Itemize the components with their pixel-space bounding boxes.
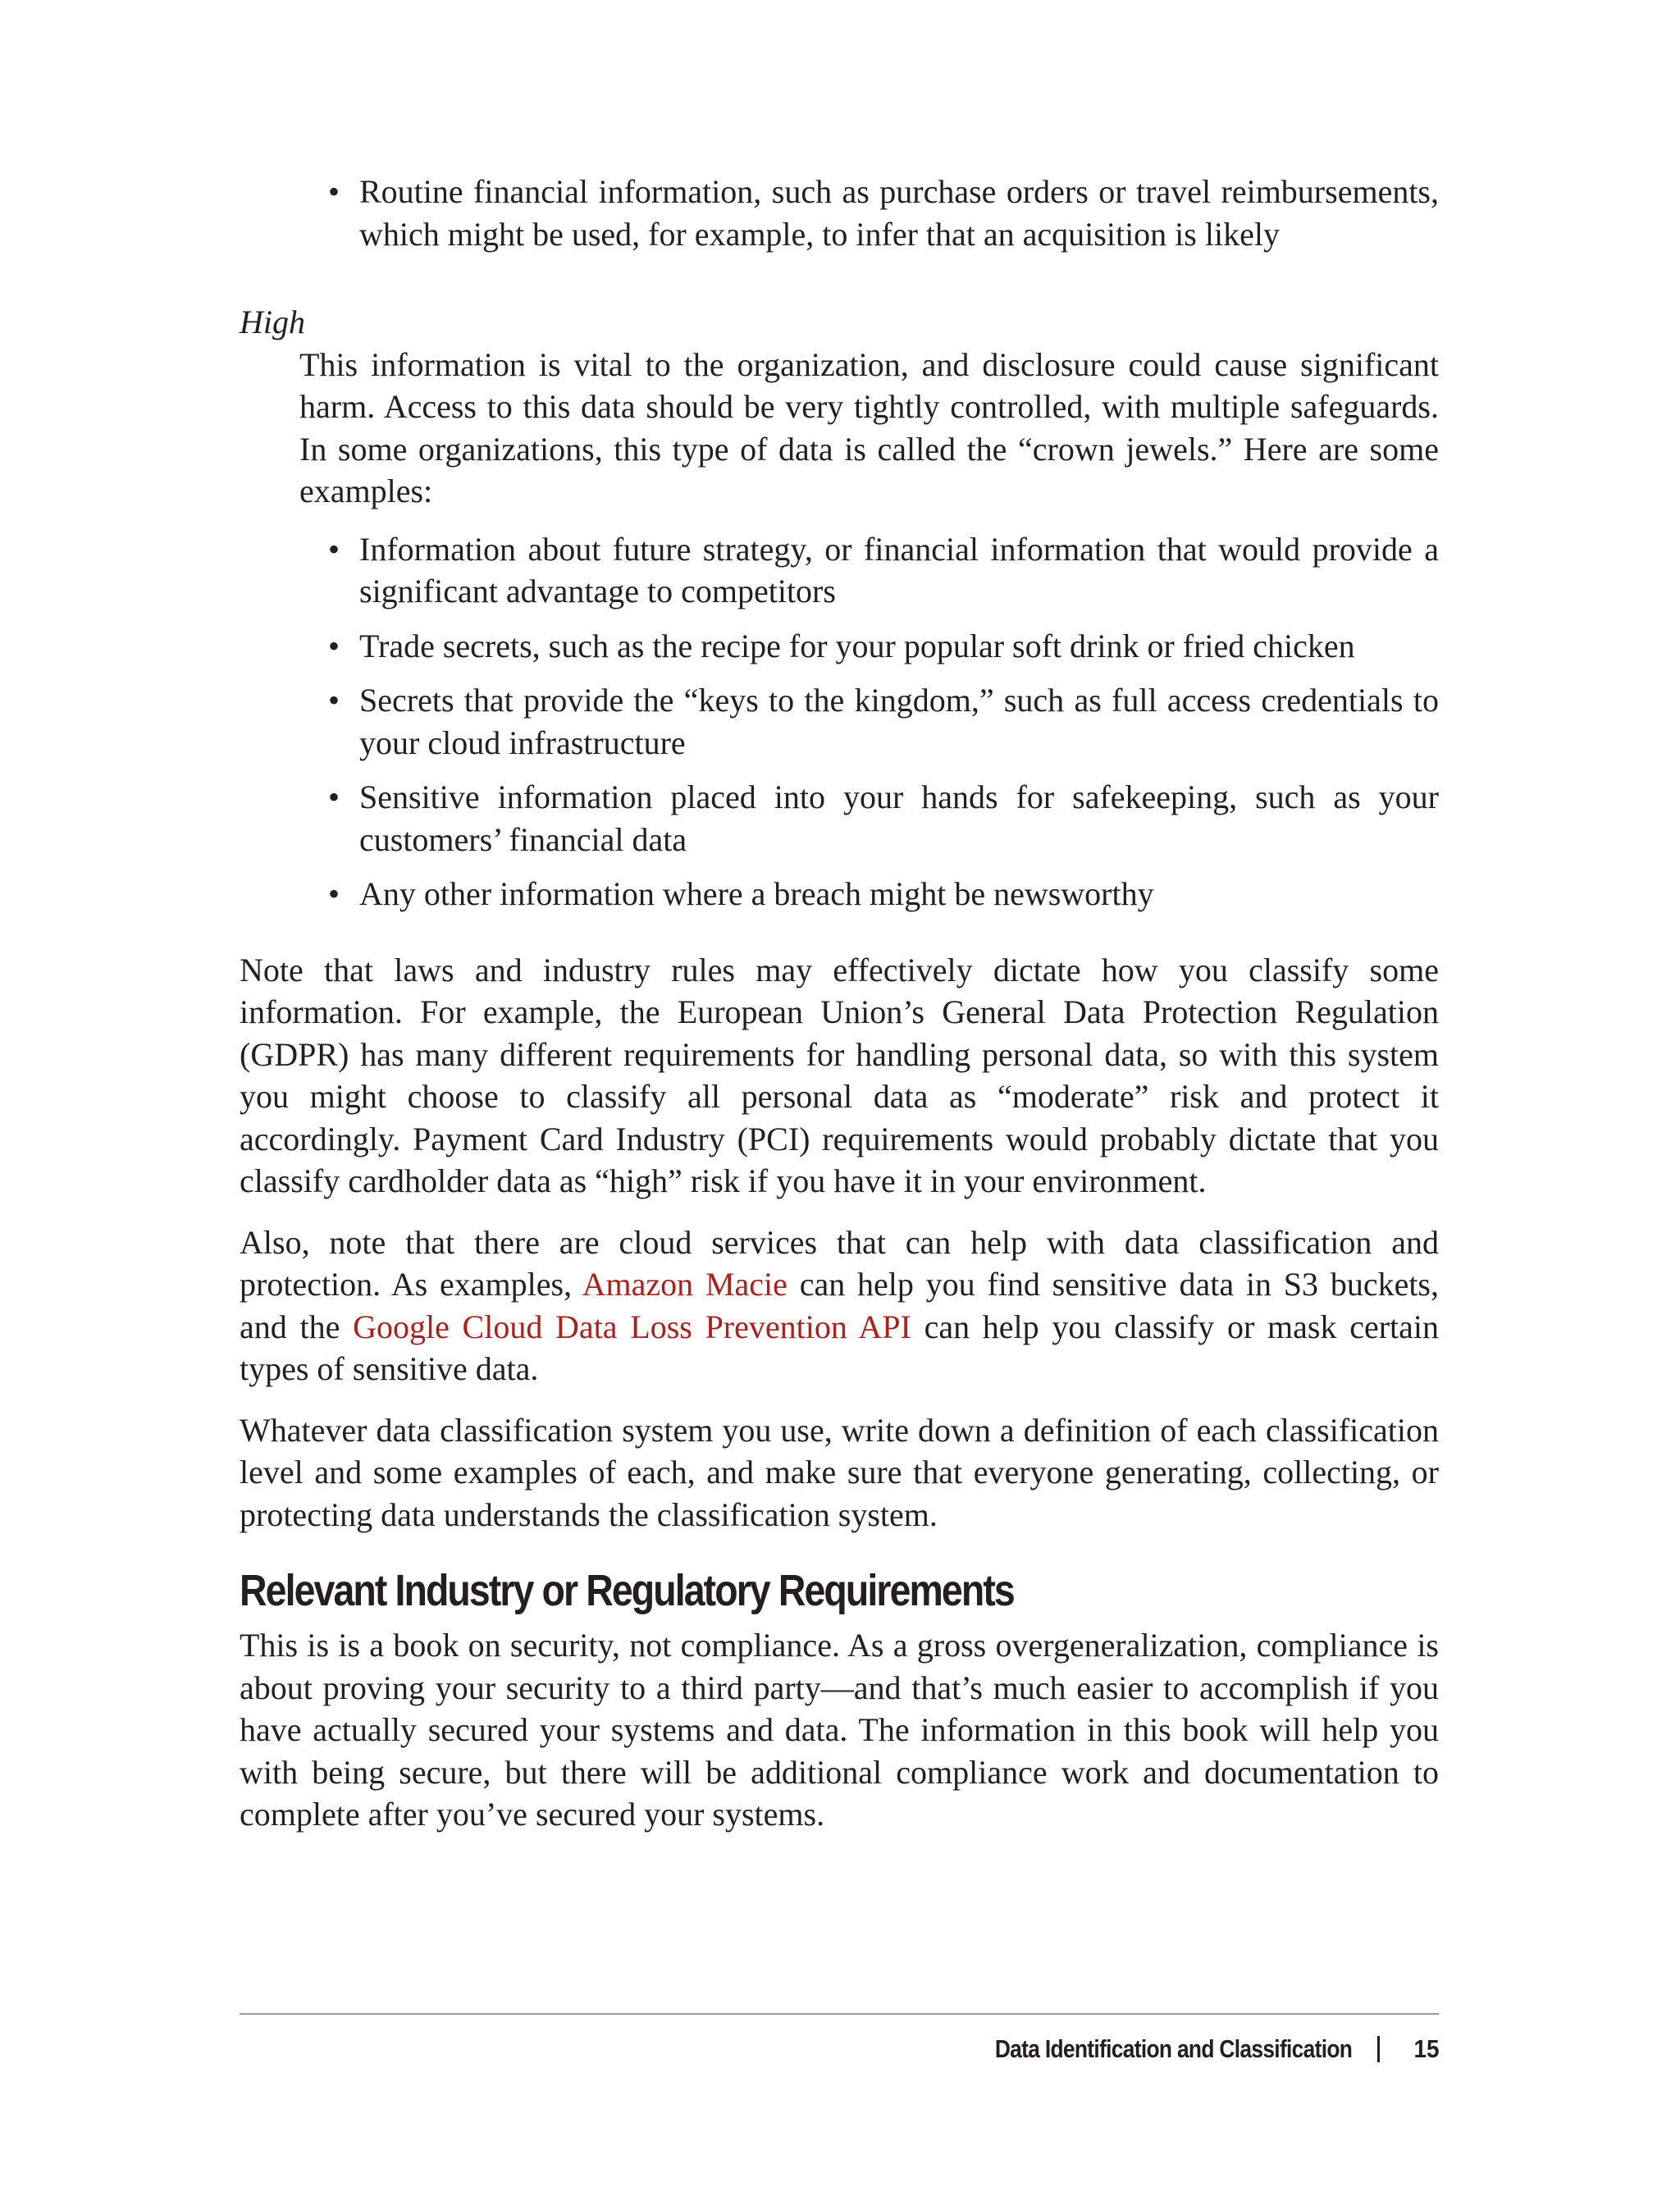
paragraph-text: can help you classify or mask certain types of sensitive data. — [240, 1308, 1440, 1387]
footer-divider — [240, 2013, 1439, 2015]
bullet-icon — [328, 776, 340, 819]
definition-description — [299, 344, 1439, 915]
bullet-icon — [328, 528, 340, 571]
list-item-text: Any other information where a breach might be newsworthy — [359, 875, 1154, 912]
paragraph-laws: Note that laws and industry rules may effectively dictate how you classify some information. For example, the European Union’s General Data Protection Regulation (GDPR) has many different requirements for handling personal data, so with this system you might choose to classify all personal data as “moderate” risk and protect it accordingly. Payment Card Industry (PCI) requirements would probably dictate that you classify cardholder data as “high” risk if you have it in your environment. — [240, 951, 1439, 1199]
list-item-text: Secrets that provide the “keys to the kingdom,” such as full access credentials to your cloud infrastructure — [359, 682, 1439, 761]
section-heading: Relevant Industry or Regulatory Requirements — [240, 1566, 1014, 1615]
paragraph-text: Also, note that there are cloud services that can help with data classification and protection. As examples, — [240, 1223, 1439, 1303]
footer-separator — [1377, 2036, 1380, 2062]
page-footer — [932, 2033, 1439, 2066]
list-item-text: Sensitive information placed into your hands for safekeeping, such as your customers’ financial data — [359, 778, 1439, 858]
definition-entry-high — [240, 301, 1439, 915]
paragraph-cloud-services — [240, 1221, 1439, 1390]
list-item — [299, 873, 1439, 915]
list-item — [299, 528, 1439, 613]
definition-term: High — [240, 304, 305, 340]
list-item — [299, 776, 1439, 861]
bullet-icon — [328, 679, 340, 722]
bullet-icon — [328, 625, 340, 668]
list-item-text: Routine financial information, such as purchase orders or travel reimbursements, which might be used, for example, to infer that an acquisition is likely — [359, 173, 1439, 253]
bullet-icon — [328, 873, 340, 915]
amazon-macie-link[interactable]: Amazon Macie — [582, 1266, 788, 1303]
paragraph-text: can help you find sensitive data in S3 buckets, and the — [240, 1266, 1440, 1345]
definition-paragraph: This information is vital to the organization, and disclosure could cause significant harm. Access to this data should be very tightly controlled, with multiple safeguards. In some organizations, this type of data is called the “crown jewels.” Here are some examples: — [299, 345, 1439, 509]
page-number: 15 — [1413, 2034, 1439, 2063]
bullet-icon — [328, 171, 340, 213]
list-item-text: Information about future strategy, or financial information that would provide a significant advantage to competitors — [359, 530, 1439, 609]
page-body — [240, 171, 1439, 1855]
list-item — [240, 171, 1439, 255]
paragraph-whatever: Whatever data classification system you use, write down a definition of each classification level and some examples of each, and make sure that everyone generating, collecting, or protecting data understands the classification system. — [240, 1411, 1439, 1533]
list-item-text: Trade secrets, such as the recipe for your popular soft drink or fried chicken — [359, 627, 1355, 664]
list-item — [299, 625, 1439, 668]
google-cloud-dlp-api-link[interactable]: Google Cloud Data Loss Prevention API — [353, 1308, 911, 1345]
top-bullet-list — [240, 171, 1439, 255]
list-item — [299, 679, 1439, 764]
paragraph-compliance: This is is a book on security, not compliance. As a gross overgeneralization, compliance is about proving your security to a third party—and that’s much easier to accomplish if you have actually secured your systems and data. The information in this book will help you with being secure, but there will be additional compliance work and documentation to complete after you’ve secured your systems. — [240, 1627, 1439, 1833]
footer-chapter-title: Data Identification and Classification — [995, 2034, 1353, 2063]
definition-bullet-list — [299, 528, 1439, 915]
